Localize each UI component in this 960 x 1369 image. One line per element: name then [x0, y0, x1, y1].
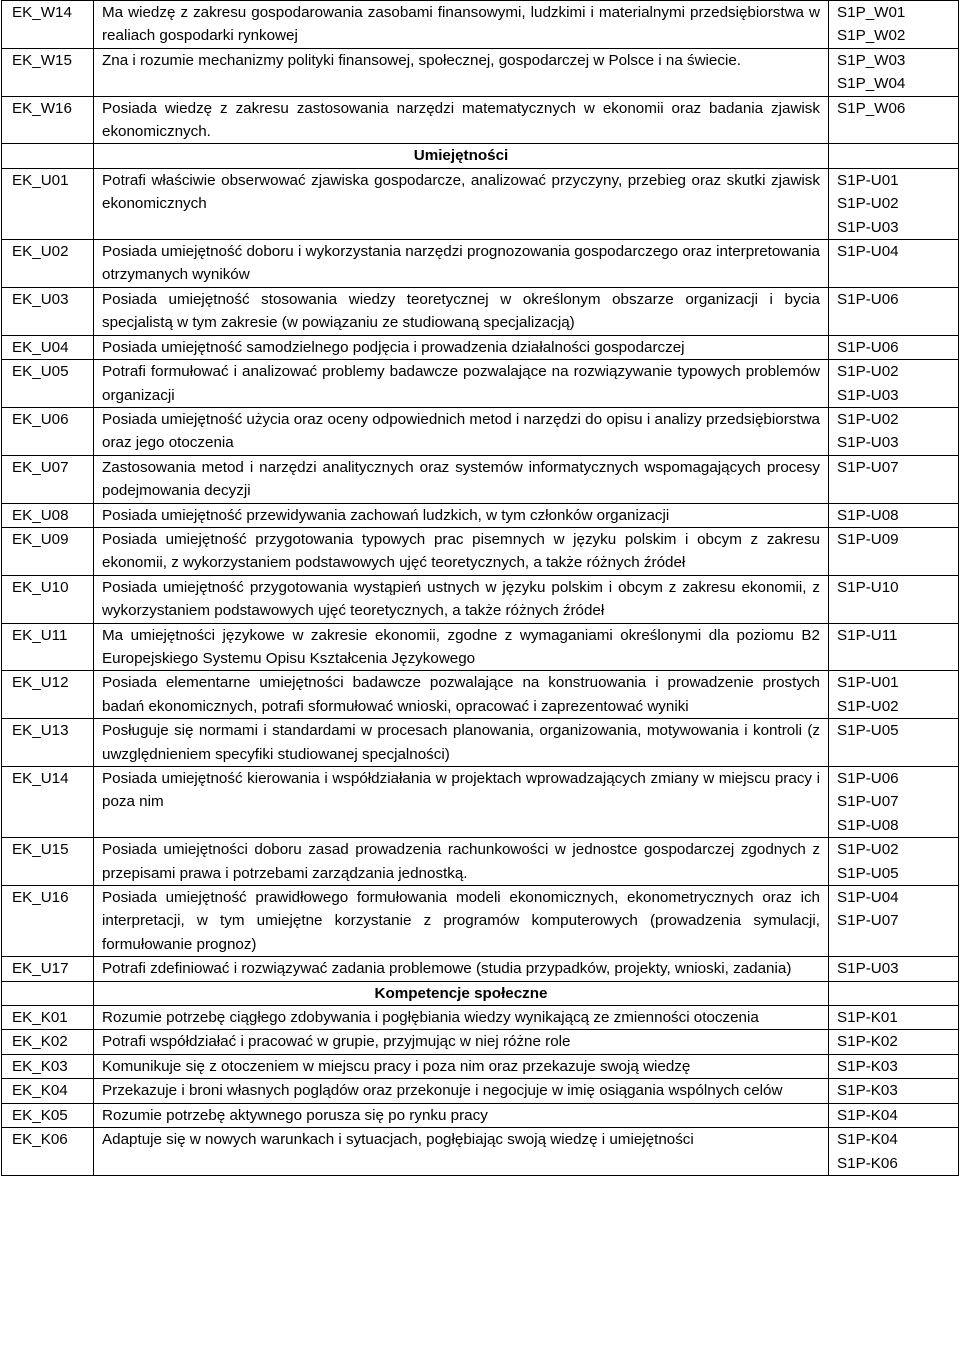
outcome-description: Posiada wiedzę z zakresu zastosowania narzędzi matematycznych w ekonomii oraz badania zjawisk ekonomicznych. [94, 96, 829, 144]
outcome-row [2, 335, 959, 359]
outcome-reference: S1P-U10 [829, 575, 959, 623]
outcome-description: Posiada umiejętność użycia oraz oceny odpowiednich metod i narzędzi do opisu i analizy przedsiębiorstwa oraz jego otoczenia [94, 407, 829, 455]
outcome-code: EK_U09 [2, 527, 94, 575]
section-ref-cell [829, 981, 959, 1005]
outcome-description: Posiada umiejętność przygotowania wystąpień ustnych w języku polskim i obcym z zakresu ekonomii, z wykorzystaniem podstawowych ujęć teoretycznych, a także różnych źródeł [94, 575, 829, 623]
outcome-code: EK_K03 [2, 1054, 94, 1078]
outcome-row [2, 886, 959, 957]
outcome-row [2, 719, 959, 767]
outcome-row [2, 1103, 959, 1127]
outcome-code: EK_W15 [2, 48, 94, 96]
outcome-reference: S1P-U09 [829, 527, 959, 575]
outcome-description: Zastosowania metod i narzędzi analitycznych oraz systemów informatycznych wspomagających procesy podejmowania decyzji [94, 455, 829, 503]
outcome-reference: S1P-U06 [829, 335, 959, 359]
outcome-row [2, 623, 959, 671]
outcome-reference: S1P-U05 [829, 719, 959, 767]
outcome-row [2, 96, 959, 144]
outcome-row [2, 503, 959, 527]
outcome-description: Potrafi formułować i analizować problemy badawcze pozwalające na rozwiązywanie typowych problemów organizacji [94, 360, 829, 408]
outcome-description: Komunikuje się z otoczeniem w miejscu pracy i poza nim oraz przekazuje swoją wiedzę [94, 1054, 829, 1078]
learning-outcomes-body [2, 1, 959, 1176]
outcome-row [2, 455, 959, 503]
outcome-code: EK_U02 [2, 240, 94, 288]
outcome-description: Posiada umiejętność samodzielnego podjęcia i prowadzenia działalności gospodarczej [94, 335, 829, 359]
outcome-code: EK_U12 [2, 671, 94, 719]
outcome-row [2, 1054, 959, 1078]
outcome-code: EK_U11 [2, 623, 94, 671]
outcome-code: EK_U15 [2, 838, 94, 886]
outcome-reference: S1P-U02 S1P-U03 [829, 360, 959, 408]
outcome-description: Posiada umiejętność przygotowania typowych prac pisemnych w języku polskim i obcym z zakresu ekonomii, z wykorzystaniem podstawowych ujęć teoretycznych, a także różnych źródeł [94, 527, 829, 575]
outcome-reference: S1P-U07 [829, 455, 959, 503]
outcome-row [2, 957, 959, 981]
outcome-code: EK_K05 [2, 1103, 94, 1127]
outcome-reference: S1P-U11 [829, 623, 959, 671]
section-title: Kompetencje społeczne [94, 981, 829, 1005]
outcome-description: Posiada elementarne umiejętności badawcze pozwalające na konstruowania i prowadzenie prostych badań ekonomicznych, potrafi sformułować wnioski, opracować i zaprezentować wyniki [94, 671, 829, 719]
outcome-code: EK_K06 [2, 1128, 94, 1176]
outcome-code: EK_U16 [2, 886, 94, 957]
outcome-code: EK_U13 [2, 719, 94, 767]
outcome-description: Zna i rozumie mechanizmy polityki finansowej, społecznej, gospodarczej w Polsce i na świecie. [94, 48, 829, 96]
outcome-row [2, 360, 959, 408]
outcome-row [2, 287, 959, 335]
outcome-description: Potrafi zdefiniować i rozwiązywać zadania problemowe (studia przypadków, projekty, wnioski, zadania) [94, 957, 829, 981]
outcome-reference: S1P-K03 [829, 1079, 959, 1103]
outcome-description: Potrafi współdziałać i pracować w grupie, przyjmując w niej różne role [94, 1030, 829, 1054]
outcome-reference: S1P-K04 [829, 1103, 959, 1127]
outcome-reference: S1P-U06 S1P-U07 S1P-U08 [829, 767, 959, 838]
outcome-code: EK_U03 [2, 287, 94, 335]
outcome-description: Adaptuje się w nowych warunkach i sytuacjach, pogłębiając swoją wiedzę i umiejętności [94, 1128, 829, 1176]
outcome-description: Posiada umiejętność stosowania wiedzy teoretycznej w określonym obszarze organizacji i bycia specjalistą w tym zakresie (w powiązaniu ze studiowaną specjalizacją) [94, 287, 829, 335]
section-title: Umiejętności [94, 144, 829, 168]
section-header-row [2, 981, 959, 1005]
outcome-reference: S1P_W03 S1P_W04 [829, 48, 959, 96]
outcome-reference: S1P-K03 [829, 1054, 959, 1078]
section-ref-cell [829, 144, 959, 168]
outcome-description: Posiada umiejętność doboru i wykorzystania narzędzi prognozowania gospodarczego oraz interpretowania otrzymanych wyników [94, 240, 829, 288]
outcome-description: Ma wiedzę z zakresu gospodarowania zasobami finansowymi, ludzkimi i materialnymi przedsiębiorstwa w realiach gospodarki rynkowej [94, 1, 829, 49]
outcome-row [2, 240, 959, 288]
outcome-row [2, 407, 959, 455]
outcome-row [2, 767, 959, 838]
outcome-description: Posiada umiejętność prawidłowego formułowania modeli ekonomicznych, ekonometrycznych oraz ich interpretacji, w tym umiejętne korzystanie z programów komputerowych (prowadzenia symulacji, formułowanie prognoz) [94, 886, 829, 957]
outcome-row [2, 838, 959, 886]
section-code-cell [2, 981, 94, 1005]
outcome-row [2, 1079, 959, 1103]
outcome-description: Posługuje się normami i standardami w procesach planowania, organizowania, motywowania i kontroli (z uwzględnieniem specyfiki studiowanej specjalności) [94, 719, 829, 767]
learning-outcomes-table [1, 0, 959, 1176]
outcome-reference: S1P-K04 S1P-K06 [829, 1128, 959, 1176]
outcome-reference: S1P-U04 [829, 240, 959, 288]
outcome-reference: S1P_W06 [829, 96, 959, 144]
outcome-row [2, 671, 959, 719]
outcome-code: EK_K04 [2, 1079, 94, 1103]
outcome-code: EK_U08 [2, 503, 94, 527]
outcome-row [2, 168, 959, 239]
outcome-code: EK_U14 [2, 767, 94, 838]
outcome-row [2, 1128, 959, 1176]
outcome-reference: S1P-U02 S1P-U05 [829, 838, 959, 886]
outcome-reference: S1P-U03 [829, 957, 959, 981]
outcome-code: EK_U05 [2, 360, 94, 408]
outcome-code: EK_W14 [2, 1, 94, 49]
outcome-row [2, 527, 959, 575]
outcome-code: EK_W16 [2, 96, 94, 144]
outcome-description: Przekazuje i broni własnych poglądów oraz przekonuje i negocjuje w imię osiągania wspólnych celów [94, 1079, 829, 1103]
outcome-description: Ma umiejętności językowe w zakresie ekonomii, zgodne z wymaganiami określonymi dla poziomu B2 Europejskiego Systemu Opisu Kształcenia Językowego [94, 623, 829, 671]
outcome-description: Posiada umiejętność kierowania i współdziałania w projektach wprowadzających zmiany w miejscu pracy i poza nim [94, 767, 829, 838]
outcome-code: EK_U17 [2, 957, 94, 981]
outcome-description: Rozumie potrzebę ciągłego zdobywania i pogłębiania wiedzy wynikającą ze zmienności otoczenia [94, 1006, 829, 1030]
section-header-row [2, 144, 959, 168]
outcome-reference: S1P-U08 [829, 503, 959, 527]
outcome-reference: S1P-U01 S1P-U02 [829, 671, 959, 719]
outcome-code: EK_U06 [2, 407, 94, 455]
outcome-row [2, 1, 959, 49]
outcome-reference: S1P-K01 [829, 1006, 959, 1030]
outcome-reference: S1P-U04 S1P-U07 [829, 886, 959, 957]
outcome-row [2, 1030, 959, 1054]
outcome-description: Posiada umiejętność przewidywania zachowań ludzkich, w tym członków organizacji [94, 503, 829, 527]
outcome-code: EK_U01 [2, 168, 94, 239]
outcome-row [2, 48, 959, 96]
outcome-code: EK_K02 [2, 1030, 94, 1054]
outcome-code: EK_U04 [2, 335, 94, 359]
outcome-reference: S1P_W01 S1P_W02 [829, 1, 959, 49]
outcome-row [2, 1006, 959, 1030]
outcome-description: Rozumie potrzebę aktywnego porusza się po rynku pracy [94, 1103, 829, 1127]
outcome-reference: S1P-K02 [829, 1030, 959, 1054]
outcome-code: EK_K01 [2, 1006, 94, 1030]
outcome-row [2, 575, 959, 623]
outcome-description: Potrafi właściwie obserwować zjawiska gospodarcze, analizować przyczyny, przebieg oraz skutki zjawisk ekonomicznych [94, 168, 829, 239]
outcome-description: Posiada umiejętności doboru zasad prowadzenia rachunkowości w jednostce gospodarczej zgodnych z przepisami prawa i potrzebami zarządzania jednostką. [94, 838, 829, 886]
section-code-cell [2, 144, 94, 168]
outcome-reference: S1P-U01 S1P-U02 S1P-U03 [829, 168, 959, 239]
outcome-reference: S1P-U02 S1P-U03 [829, 407, 959, 455]
outcome-code: EK_U10 [2, 575, 94, 623]
outcome-code: EK_U07 [2, 455, 94, 503]
outcome-reference: S1P-U06 [829, 287, 959, 335]
